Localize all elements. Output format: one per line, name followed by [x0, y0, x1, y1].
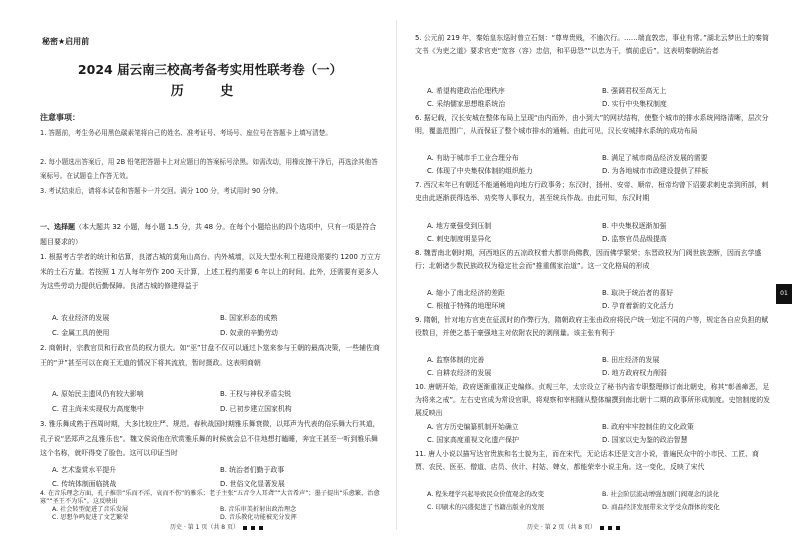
subject-title: 历 史 [170, 84, 250, 99]
option-item: D. 世俗文化显著发展 [220, 480, 285, 488]
option-item: C. 体现了中央集权体制的组织能力 [427, 167, 533, 175]
marker-square [251, 526, 255, 530]
marker-square [259, 526, 263, 530]
option-item: D. 商品经济发展带来文学受众群体的变化 [602, 503, 720, 511]
option-item: B. 国家形态的成熟 [220, 314, 278, 322]
option-item: C. 采纳儒家思想维系统治 [427, 100, 506, 108]
option-item: A. 有助于城市手工业合理分布 [427, 154, 519, 162]
option-item: A. 程朱理学兴起导致民众价值观念的改变 [427, 490, 544, 498]
option-item: A. 社会转型促进了音乐发展 [52, 506, 129, 513]
option-item: A. 地方豪强受到压制 [427, 222, 492, 230]
question-stem: 5. 公元前 219 年，秦始皇东巡时曾立石刻：“尊卑贵贱，不逾次行。……端直敦忠，事业有常。”湖北云梦出土的秦简文书《为吏之道》要求官吏“宽容（容）忠信，和平毋怨”“以忠为干，慎前虑后”。这表明秦朝统治者 [415, 34, 769, 55]
question-stem: 1. 根据考古学者的统计和估算，良渚古城的莫角山高台、内外城墙，以及大型水利工程建设需要约 1200 万立方米的土石方量。若按照 1 万人每年劳作 200 天计算，上述工程约需要 6 年以上的时间。此外，还需要有更多人为这些劳动力提供后勤保障。良渚古城的修建得益于 [40, 253, 381, 290]
option-item: D. 国家以史为鉴的政治智慧 [602, 436, 688, 444]
marker-square [608, 526, 612, 530]
option-item: C. 君主尚未实现权力高度集中 [52, 405, 144, 413]
question-stem: 4. 在音乐理念方面，孔子推崇“乐而不淫，哀而不伤”的雅乐；老子主张“五音令人耳聋”“大音希声”；墨子提出“乐愈繁，治愈寡”“圣王不为乐”。这反映出 [40, 490, 380, 505]
option-item: C. 自耕农经济的发展 [427, 369, 492, 377]
option-item: D. 监察官员品级提高 [602, 235, 667, 243]
marker-square [243, 526, 247, 530]
question-stem: 7. 西汉末年已有朝廷不能通畅地向地方行政事务；东汉时，扬州、安帝、顺帝、桓帝均曾下诏要求刺史亲到所部，刺史由此逐渐获得选举、劝奖等人事权力，甚至统兵作战。由此可知，东汉时期 [415, 181, 769, 202]
option-item: D. 奴隶的辛勤劳动 [220, 329, 278, 337]
secret-label: 秘密★启用前 [42, 37, 90, 46]
option-item: C. 金属工具的使用 [52, 329, 110, 337]
option-item: A. 艺术鉴赏水平提升 [52, 466, 117, 474]
question-stem: 9. 隋朝，针对地方官吏在征派时的作弊行为，隋朝政府主张由政府将民户统一划定不同的户等，规定各自应负担的赋役数目，并使之基于豪强地主对依附农民的剥削量。该主张有利于 [415, 316, 769, 337]
option-item: B. 中央集权逐渐加强 [602, 222, 667, 230]
option-item: C. 传统体制面临挑战 [52, 480, 117, 488]
note-item: 2. 每小题选出答案后，用 2B 铅笔把答题卡上对应题目的答案标号涂黑。如需改动，用橡皮擦干净后，再选涂其他答案标号。在试题卷上作答无效。 [40, 158, 378, 180]
exam-title: 2024 届云南三校高考备考实用性联考卷（一） [77, 62, 343, 77]
marker-square [600, 526, 604, 530]
option-item: A. 农业经济的发展 [52, 314, 110, 322]
option-item: A. 官方历史编纂机制开始确立 [427, 423, 519, 431]
option-item: D. 音乐教化功能被充分发挥 [220, 514, 297, 521]
option-item: C. 根植于特殊的地理环境 [427, 302, 506, 310]
option-item: D. 为各地城市市政建设提供了样板 [602, 167, 709, 175]
exam-page-2 [397, 0, 794, 544]
page-side-tab: 01 [776, 284, 792, 304]
option-item: B. 田庄经济的发展 [602, 356, 660, 364]
note-item: 1. 答题前，考生务必用黑色碳素笔将自己的姓名、准考证号、考场号、座位号在答题卡上填写清楚。 [40, 129, 332, 137]
option-item: B. 强调君权至高无上 [602, 87, 667, 95]
option-item: B. 满足了城市商品经济发展的需要 [602, 154, 708, 162]
option-item: D. 孕育着新的文化活力 [602, 302, 674, 310]
option-item: A. 原始民主遗风仍有较大影响 [52, 390, 144, 398]
option-item: C. 刺史制度明显异化 [427, 235, 492, 243]
question-stem: 6. 据记载，汉长安城在整体布局上呈现“由内而外，由小到大”的网状结构，使整个城市的排水系统网络清晰，层次分明，覆盖范围广，从而保证了整个城市排水的通畅。由此可见，汉长安城排水系统的成功布局 [415, 114, 769, 135]
page-footer-text: 历史 · 第 1 页（共 8 页） [170, 524, 239, 531]
option-item: C. 印刷术的兴盛促进了书籍出版业的发展 [427, 503, 545, 511]
option-item: A. 监察体制的完善 [427, 356, 485, 364]
page-footer [527, 522, 622, 531]
section-heading [40, 220, 380, 249]
option-item: C. 思想争鸣促进了文艺繁荣 [52, 514, 129, 521]
option-item: B. 音乐审美折射出政治理念 [220, 506, 297, 513]
section-title: 一、选择题 [40, 223, 75, 231]
marker-square [616, 526, 620, 530]
option-item: D. 实行中央集权制度 [602, 100, 667, 108]
note-item: 3. 考试结束后，请将本试卷和答题卡一并交回。满分 100 分，考试用时 90 分钟。 [40, 187, 283, 195]
option-item: C. 国家高度重视文化遗产保护 [427, 436, 519, 444]
option-item: B. 统治者们勤于政事 [220, 466, 285, 474]
page-footer-text: 历史 · 第 2 页（共 8 页） [527, 524, 596, 531]
question-stem: 3. 雅乐舞成熟于西周时期，大多比较庄严、规范。春秋战国时期雅乐舞衰微，以郑声为代表的俗乐舞大行其道，孔子说“恶郑声之乱雅乐也”。魏文侯说他在欣赏雅乐舞的时候就会总不住地想打瞌睡，奔宜王甚至一听到雅乐舞这个名称，就吓得变了脸色。这可以印证当时 [40, 420, 380, 457]
option-item: B. 王权与神权矛盾尖锐 [220, 390, 292, 398]
notes-heading: 注意事项： [40, 113, 80, 122]
option-item: A. 希望构建政治伦理秩序 [427, 87, 505, 95]
page-footer [170, 522, 265, 531]
question-stem: 2. 商朝时，宗教官员和行政官员的权力很大。如“巫”甘盘不仅可以通过卜筮来参与王朝的最高决策，一些辅佐商王的“尹”甚至可以在商王无道的情况下将其流放，暂时摄政。这表明商朝 [40, 344, 380, 367]
option-item: B. 取决于统治者的喜好 [602, 289, 674, 297]
option-item: D. 已初步建立国家机构 [220, 405, 292, 413]
section-desc: （本大题共 32 小题，每小题 1.5 分，共 48 分。在每个小题给出的四个选项中，只有一项是符合题目要求的） [40, 223, 377, 246]
option-item: A. 缩小了南北经济的差距 [427, 289, 505, 297]
question-stem: 8. 魏晋南北朝时期，河西地区的五凉政权着大都崇尚佛教，因而佛学繁荣；东晋政权为门阀世族垄断，因而玄学盛行；北朝诸少数民族政权为稳定社会而“推重儒家治道”。这一文化格局的形成 [415, 249, 762, 270]
option-item: B. 社会阶层流动增强加剧门阀观念的淡化 [602, 490, 720, 498]
question-stem: 10. 唐朝开始，政府逐渐重视正史编修。贞观三年，太宗设立了秘书内省专职整理修订南北朝史，称其“彰善瘅恶，足为将来之戒”。左右史官成为常设官职，将观察和宰相随从整体编撰到南北朝十二期的政事所形成制度。史馆制度的发展反映出 [415, 383, 770, 417]
option-item: D. 地方政府权力削弱 [602, 369, 667, 377]
option-item: B. 政府牢牢控制住的文化政策 [602, 423, 694, 431]
question-stem: 11. 唐人小说以描写达官贵族和名士貌为主，而在宋代，无论话本还是文言小说，普遍民众中的小市民、工匠、商贾、农民、医巫、僧道、店员、伙计、村姑、婢女，都能荣幸小说主角。这一变化，反映了宋代 [415, 450, 759, 471]
